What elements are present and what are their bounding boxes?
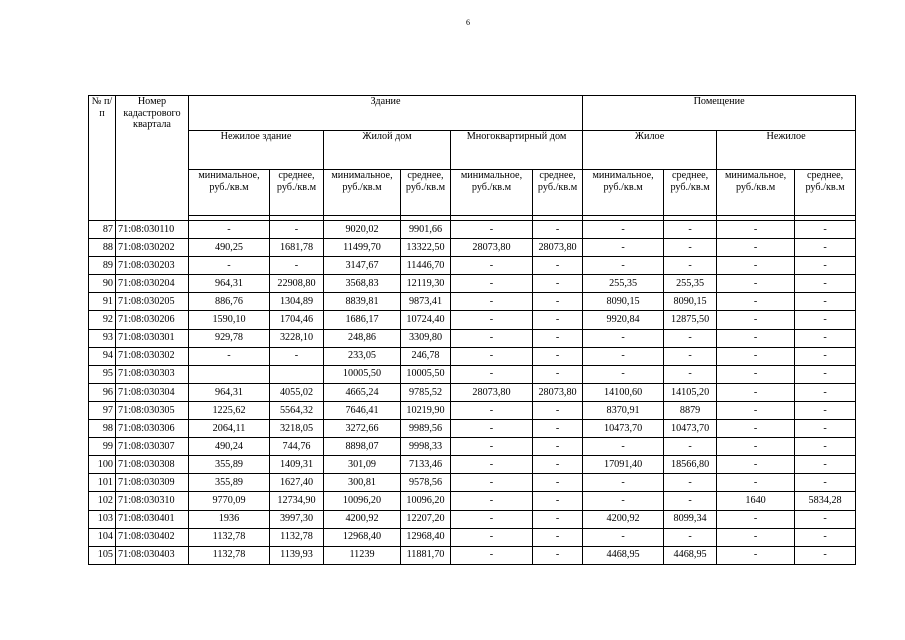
price-cell: 355,89: [189, 456, 270, 474]
price-cell: 1627,40: [270, 474, 324, 492]
kadastr-cell: 71:08:030307: [116, 438, 189, 456]
price-cell: -: [533, 438, 583, 456]
header-avg: среднее, руб./кв.м: [401, 170, 451, 216]
price-cell: -: [717, 383, 795, 401]
price-cell: 18566,80: [664, 456, 717, 474]
price-cell: 3228,10: [270, 329, 324, 347]
price-cell: 301,09: [324, 456, 401, 474]
price-cell: -: [717, 275, 795, 293]
header-min: минимальное, руб./кв.м: [189, 170, 270, 216]
price-cell: -: [451, 510, 533, 528]
kadastr-cell: 71:08:030206: [116, 311, 189, 329]
price-cell: 1132,78: [189, 546, 270, 564]
price-cell: 3272,66: [324, 420, 401, 438]
price-cell: -: [664, 329, 717, 347]
price-cell: 11499,70: [324, 239, 401, 257]
price-cell: -: [664, 257, 717, 275]
header-nezhiloe: Нежилое: [717, 131, 856, 170]
price-cell: 10005,50: [401, 365, 451, 383]
row-number-cell: 99: [89, 438, 116, 456]
price-cell: -: [664, 492, 717, 510]
price-cell: 9901,66: [401, 221, 451, 239]
price-cell: -: [270, 257, 324, 275]
table-row: [89, 383, 856, 401]
price-cell: -: [533, 293, 583, 311]
header-mnogokv-dom: Многоквартирный дом: [451, 131, 583, 170]
table-row: [89, 456, 856, 474]
kadastr-cell: 71:08:030203: [116, 257, 189, 275]
price-cell: -: [795, 420, 856, 438]
price-cell: -: [795, 311, 856, 329]
price-cell: 28073,80: [451, 383, 533, 401]
price-cell: 355,89: [189, 474, 270, 492]
price-cell: -: [717, 438, 795, 456]
header-avg: среднее, руб./кв.м: [270, 170, 324, 216]
price-cell: 11239: [324, 546, 401, 564]
table-row: [89, 275, 856, 293]
price-cell: -: [664, 365, 717, 383]
row-number-cell: 90: [89, 275, 116, 293]
price-cell: 8839,81: [324, 293, 401, 311]
price-cell: -: [717, 221, 795, 239]
price-cell: -: [451, 492, 533, 510]
header-min: минимальное, руб./кв.м: [324, 170, 401, 216]
price-cell: 1304,89: [270, 293, 324, 311]
price-cell: -: [533, 311, 583, 329]
row-number-cell: 89: [89, 257, 116, 275]
price-cell: -: [717, 347, 795, 365]
price-cell: 3147,67: [324, 257, 401, 275]
price-cell: 300,81: [324, 474, 401, 492]
price-cell: 4665,24: [324, 383, 401, 401]
price-cell: -: [583, 438, 664, 456]
table-row: [89, 293, 856, 311]
kadastr-cell: 71:08:030202: [116, 239, 189, 257]
price-cell: 8370,91: [583, 401, 664, 419]
price-cell: 17091,40: [583, 456, 664, 474]
row-number-cell: 94: [89, 347, 116, 365]
price-cell: -: [717, 420, 795, 438]
kadastr-cell: 71:08:030310: [116, 492, 189, 510]
price-cell: -: [451, 456, 533, 474]
header-num: № п/п: [89, 96, 116, 221]
price-cell: -: [664, 347, 717, 365]
price-cell: -: [451, 221, 533, 239]
price-cell: -: [533, 221, 583, 239]
price-cell: 4055,02: [270, 383, 324, 401]
kadastr-cell: 71:08:030301: [116, 329, 189, 347]
price-cell: -: [795, 257, 856, 275]
kadastr-cell: 71:08:030402: [116, 528, 189, 546]
price-cell: -: [717, 510, 795, 528]
table-row: [89, 420, 856, 438]
price-cell: -: [717, 474, 795, 492]
header-min: минимальное, руб./кв.м: [717, 170, 795, 216]
price-cell: 1225,62: [189, 401, 270, 419]
price-cell: -: [189, 257, 270, 275]
table-row: [89, 239, 856, 257]
price-cell: -: [583, 329, 664, 347]
price-cell: -: [795, 239, 856, 257]
table-row: [89, 546, 856, 564]
price-cell: -: [533, 492, 583, 510]
price-cell: -: [795, 221, 856, 239]
price-cell: 929,78: [189, 329, 270, 347]
price-cell: -: [189, 221, 270, 239]
kadastr-cell: 71:08:030303: [116, 365, 189, 383]
price-cell: -: [533, 420, 583, 438]
price-cell: -: [189, 347, 270, 365]
table-row: [89, 221, 856, 239]
price-cell: 3218,05: [270, 420, 324, 438]
price-cell: 255,35: [583, 275, 664, 293]
table-row: [89, 492, 856, 510]
price-cell: -: [451, 528, 533, 546]
price-cell: -: [533, 546, 583, 564]
header-zhiloe: Жилое: [583, 131, 717, 170]
price-cell: -: [795, 329, 856, 347]
header-avg: среднее, руб./кв.м: [664, 170, 717, 216]
kadastr-cell: 71:08:030205: [116, 293, 189, 311]
row-number-cell: 96: [89, 383, 116, 401]
kadastr-cell: 71:08:030401: [116, 510, 189, 528]
price-cell: 3568,83: [324, 275, 401, 293]
price-cell: -: [533, 347, 583, 365]
row-number-cell: 91: [89, 293, 116, 311]
price-cell: -: [664, 438, 717, 456]
price-cell: 14100,60: [583, 383, 664, 401]
price-cell: -: [451, 329, 533, 347]
table-row: [89, 528, 856, 546]
price-cell: -: [795, 383, 856, 401]
price-cell: -: [533, 365, 583, 383]
price-cell: 4200,92: [583, 510, 664, 528]
price-cell: 9989,56: [401, 420, 451, 438]
price-cell: 1640: [717, 492, 795, 510]
price-cell: -: [717, 546, 795, 564]
price-cell: 8090,15: [583, 293, 664, 311]
price-cell: 9785,52: [401, 383, 451, 401]
price-cell: -: [795, 474, 856, 492]
price-cell: 8879: [664, 401, 717, 419]
price-cell: 1681,78: [270, 239, 324, 257]
price-cell: 7646,41: [324, 401, 401, 419]
price-cell: 964,31: [189, 275, 270, 293]
header-min: минимальное, руб./кв.м: [583, 170, 664, 216]
price-cell: -: [664, 239, 717, 257]
price-cell: 964,31: [189, 383, 270, 401]
price-cell: -: [533, 329, 583, 347]
price-cell: 10473,70: [583, 420, 664, 438]
price-cell: 1132,78: [189, 528, 270, 546]
price-cell: 9020,02: [324, 221, 401, 239]
row-number-cell: 97: [89, 401, 116, 419]
price-cell: 1139,93: [270, 546, 324, 564]
price-cell: 8898,07: [324, 438, 401, 456]
price-cell: -: [717, 456, 795, 474]
price-cell: 490,24: [189, 438, 270, 456]
price-cell: -: [717, 365, 795, 383]
price-cell: -: [533, 510, 583, 528]
price-cell: 5564,32: [270, 401, 324, 419]
table-row: [89, 474, 856, 492]
table-body: [89, 221, 856, 565]
price-cell: -: [664, 221, 717, 239]
price-cell: 1590,10: [189, 311, 270, 329]
price-cell: 1936: [189, 510, 270, 528]
price-cell: 10219,90: [401, 401, 451, 419]
price-cell: 1132,78: [270, 528, 324, 546]
row-number-cell: 98: [89, 420, 116, 438]
header-zhiloy-dom: Жилой дом: [324, 131, 451, 170]
price-cell: -: [717, 293, 795, 311]
price-cell: 9578,56: [401, 474, 451, 492]
table-row: [89, 347, 856, 365]
price-cell: 10473,70: [664, 420, 717, 438]
price-cell: -: [664, 474, 717, 492]
price-cell: 10724,40: [401, 311, 451, 329]
price-cell: 28073,80: [533, 383, 583, 401]
price-cell: 3997,30: [270, 510, 324, 528]
kadastr-cell: 71:08:030302: [116, 347, 189, 365]
price-cell: -: [451, 546, 533, 564]
table-row: [89, 438, 856, 456]
kadastr-cell: 71:08:030304: [116, 383, 189, 401]
price-cell: -: [451, 347, 533, 365]
price-cell: 3309,80: [401, 329, 451, 347]
price-cell: -: [795, 347, 856, 365]
price-cell: -: [583, 528, 664, 546]
price-cell: -: [451, 438, 533, 456]
price-cell: -: [795, 456, 856, 474]
price-cell: -: [451, 401, 533, 419]
row-number-cell: 93: [89, 329, 116, 347]
row-number-cell: 87: [89, 221, 116, 239]
price-cell: -: [795, 365, 856, 383]
price-cell: 255,35: [664, 275, 717, 293]
price-cell: -: [583, 239, 664, 257]
cadastral-price-table: [88, 95, 856, 565]
price-cell: -: [533, 474, 583, 492]
kadastr-cell: 71:08:030309: [116, 474, 189, 492]
kadastr-cell: 71:08:030403: [116, 546, 189, 564]
price-cell: 8099,34: [664, 510, 717, 528]
row-number-cell: 92: [89, 311, 116, 329]
row-number-cell: 101: [89, 474, 116, 492]
price-cell: 10096,20: [401, 492, 451, 510]
header-avg: среднее, руб./кв.м: [795, 170, 856, 216]
row-number-cell: 100: [89, 456, 116, 474]
price-cell: 490,25: [189, 239, 270, 257]
price-cell: 12207,20: [401, 510, 451, 528]
price-cell: -: [717, 257, 795, 275]
price-cell: -: [451, 365, 533, 383]
price-cell: 4200,92: [324, 510, 401, 528]
price-cell: 248,86: [324, 329, 401, 347]
price-cell: -: [795, 510, 856, 528]
kadastr-cell: 71:08:030306: [116, 420, 189, 438]
table-row: [89, 311, 856, 329]
row-number-cell: 102: [89, 492, 116, 510]
price-cell: -: [533, 257, 583, 275]
price-cell: -: [795, 528, 856, 546]
price-cell: 8090,15: [664, 293, 717, 311]
price-cell: 12968,40: [324, 528, 401, 546]
price-cell: -: [795, 401, 856, 419]
price-cell: 7133,46: [401, 456, 451, 474]
row-number-cell: 105: [89, 546, 116, 564]
header-min: минимальное, руб./кв.м: [451, 170, 533, 216]
price-cell: -: [795, 293, 856, 311]
price-cell: -: [583, 474, 664, 492]
price-cell: 5834,28: [795, 492, 856, 510]
price-cell: 11881,70: [401, 546, 451, 564]
price-cell: 10096,20: [324, 492, 401, 510]
price-cell: [189, 365, 270, 383]
price-cell: 246,78: [401, 347, 451, 365]
price-cell: 12875,50: [664, 311, 717, 329]
price-cell: -: [583, 221, 664, 239]
header-avg: среднее, руб./кв.м: [533, 170, 583, 216]
price-cell: 13322,50: [401, 239, 451, 257]
price-cell: -: [717, 329, 795, 347]
price-cell: -: [451, 474, 533, 492]
price-cell: -: [583, 257, 664, 275]
header-kadastr: Номер кадастрового квартала: [116, 96, 189, 221]
price-cell: -: [795, 275, 856, 293]
row-number-cell: 88: [89, 239, 116, 257]
table-row: [89, 365, 856, 383]
price-cell: -: [533, 456, 583, 474]
price-cell: [270, 365, 324, 383]
header-nezhiloe-zdanie: Нежилое здание: [189, 131, 324, 170]
kadastr-cell: 71:08:030308: [116, 456, 189, 474]
price-cell: -: [533, 528, 583, 546]
price-cell: -: [533, 275, 583, 293]
price-cell: 1686,17: [324, 311, 401, 329]
kadastr-cell: 71:08:030305: [116, 401, 189, 419]
price-cell: 28073,80: [533, 239, 583, 257]
price-cell: 12968,40: [401, 528, 451, 546]
price-cell: -: [717, 239, 795, 257]
price-cell: 4468,95: [664, 546, 717, 564]
page-number: 6: [466, 18, 470, 27]
price-cell: -: [451, 275, 533, 293]
price-cell: -: [451, 293, 533, 311]
price-cell: 9873,41: [401, 293, 451, 311]
price-cell: 10005,50: [324, 365, 401, 383]
header-pomeschenie: Помещение: [583, 96, 856, 131]
row-number-cell: 95: [89, 365, 116, 383]
price-cell: 4468,95: [583, 546, 664, 564]
price-cell: 2064,11: [189, 420, 270, 438]
price-cell: -: [664, 528, 717, 546]
price-cell: 22908,80: [270, 275, 324, 293]
price-cell: -: [270, 221, 324, 239]
price-cell: -: [717, 311, 795, 329]
price-cell: 1409,31: [270, 456, 324, 474]
price-cell: 12119,30: [401, 275, 451, 293]
price-cell: -: [451, 257, 533, 275]
price-cell: -: [533, 401, 583, 419]
row-number-cell: 103: [89, 510, 116, 528]
table-row: [89, 257, 856, 275]
price-cell: 886,76: [189, 293, 270, 311]
price-cell: -: [583, 492, 664, 510]
price-cell: 11446,70: [401, 257, 451, 275]
price-cell: 12734,90: [270, 492, 324, 510]
kadastr-cell: 71:08:030110: [116, 221, 189, 239]
price-cell: -: [795, 438, 856, 456]
price-cell: 9770,09: [189, 492, 270, 510]
table-row: [89, 510, 856, 528]
price-cell: 9920,84: [583, 311, 664, 329]
price-cell: -: [717, 401, 795, 419]
price-cell: -: [795, 546, 856, 564]
price-cell: 233,05: [324, 347, 401, 365]
price-cell: 28073,80: [451, 239, 533, 257]
price-cell: -: [717, 528, 795, 546]
price-cell: -: [583, 365, 664, 383]
header-zdanie: Здание: [189, 96, 583, 131]
price-cell: 1704,46: [270, 311, 324, 329]
price-cell: 744,76: [270, 438, 324, 456]
kadastr-cell: 71:08:030204: [116, 275, 189, 293]
price-cell: 9998,33: [401, 438, 451, 456]
table-row: [89, 329, 856, 347]
price-cell: -: [583, 347, 664, 365]
row-number-cell: 104: [89, 528, 116, 546]
table-row: [89, 401, 856, 419]
price-cell: -: [451, 311, 533, 329]
price-cell: 14105,20: [664, 383, 717, 401]
price-cell: -: [451, 420, 533, 438]
price-cell: -: [270, 347, 324, 365]
